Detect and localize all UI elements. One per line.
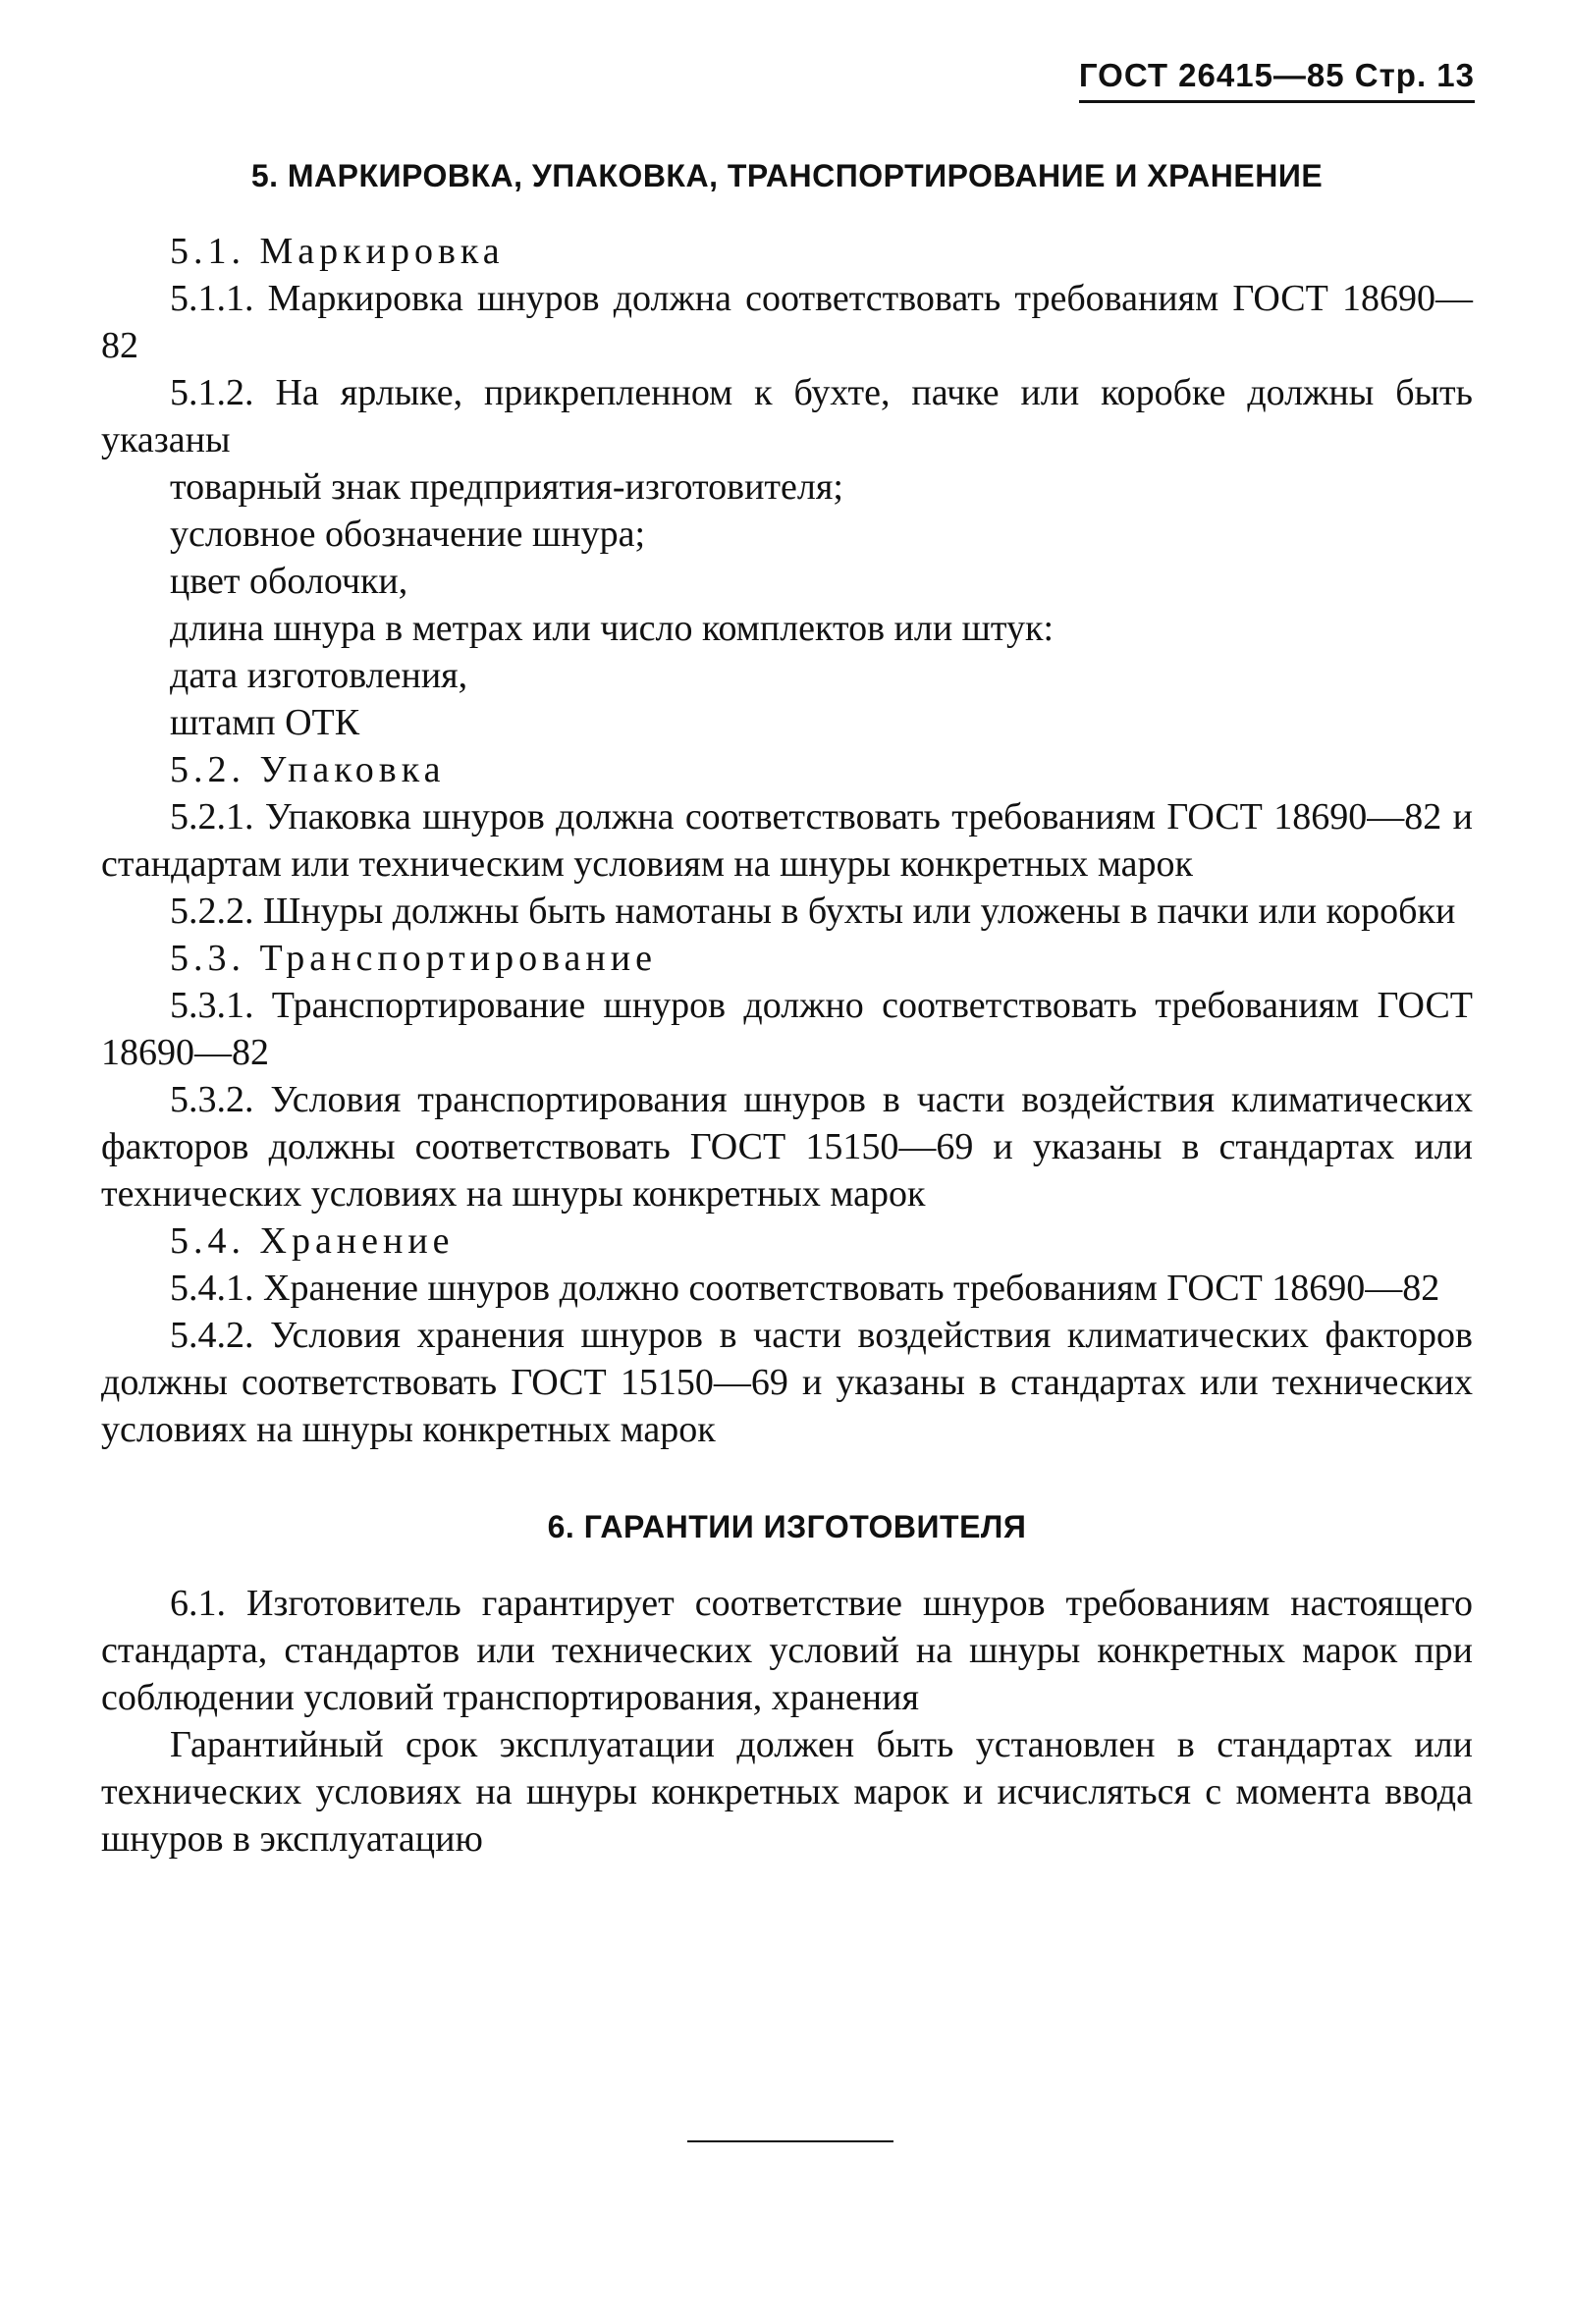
paragraph-5-3-1: 5.3.1. Транспортирование шнуров должно соответствовать требованиям ГОСТ 18690—82	[101, 985, 1473, 1074]
paragraph-5-4-2: 5.4.2. Условия хранения шнуров в части воздействия климатических факторов должны соответствовать ГОСТ 15150—69 и указаны в стандартах или технических условиях на шнуры конкретных марок	[101, 1315, 1473, 1451]
section-5-title: 5. МАРКИРОВКА, УПАКОВКА, ТРАНСПОРТИРОВАНИЕ И ХРАНЕНИЕ	[250, 158, 1324, 193]
subsection-5-4-heading: 5.4. Хранение	[170, 1220, 455, 1263]
label-list-item: длина шнура в метрах или число комплектов или штук:	[170, 608, 1055, 650]
label-list-item: цвет оболочки,	[170, 561, 408, 603]
subsection-5-2-heading: 5.2. Упаковка	[170, 749, 446, 791]
subsection-5-3-heading: 5.3. Транспортирование	[170, 938, 657, 980]
paragraph-5-3-2: 5.3.2. Условия транспортирования шнуров в части воздействия климатических факторов должны соответствовать ГОСТ 15150—69 и указаны в стандартах или технических условиях на шнуры конкретных марок	[101, 1079, 1473, 1216]
paragraph-5-2-2: 5.2.2. Шнуры должны быть намотаны в бухты или уложены в пачки или коробки	[170, 891, 1456, 933]
paragraph-6-1: 6.1. Изготовитель гарантирует соответствие шнуров требованиям настоящего стандарта, стандартов или технических условий на шнуры конкретных марок при соблюдении условий транспортирования, хранения	[101, 1582, 1473, 1718]
paragraph-5-4-1: 5.4.1. Хранение шнуров должно соответствовать требованиям ГОСТ 18690—82	[170, 1268, 1440, 1310]
subsection-5-1-heading: 5.1. Маркировка	[170, 231, 505, 273]
label-list-item: дата изготовления,	[170, 655, 468, 697]
running-head: ГОСТ 26415—85 Стр. 13	[1079, 57, 1475, 103]
paragraph-5-1-1: 5.1.1. Маркировка шнуров должна соответствовать требованиям ГОСТ 18690—82	[101, 278, 1473, 367]
end-of-text-rule	[687, 2140, 893, 2142]
section-6-title: 6. ГАРАНТИИ ИЗГОТОВИТЕЛЯ	[547, 1509, 1027, 1545]
label-list-item: штамп ОТК	[170, 702, 360, 744]
label-list-item: товарный знак предприятия-изготовителя;	[170, 466, 843, 509]
label-list-item: условное обозначение шнура;	[170, 513, 645, 556]
paragraph-warranty-period: Гарантийный срок эксплуатации должен быть установлен в стандартах или технических условиях на шнуры конкретных марок и исчисляться с момента ввода шнуров в эксплуатацию	[101, 1723, 1473, 1860]
paragraph-5-2-1: 5.2.1. Упаковка шнуров должна соответствовать требованиям ГОСТ 18690—82 и стандартам или техническим условиям на шнуры конкретных марок	[101, 796, 1473, 886]
page-content	[101, 157, 1473, 1863]
paragraph-5-1-2: 5.1.2. На ярлыке, прикрепленном к бухте, пачке или коробке должны быть указаны	[101, 372, 1473, 461]
